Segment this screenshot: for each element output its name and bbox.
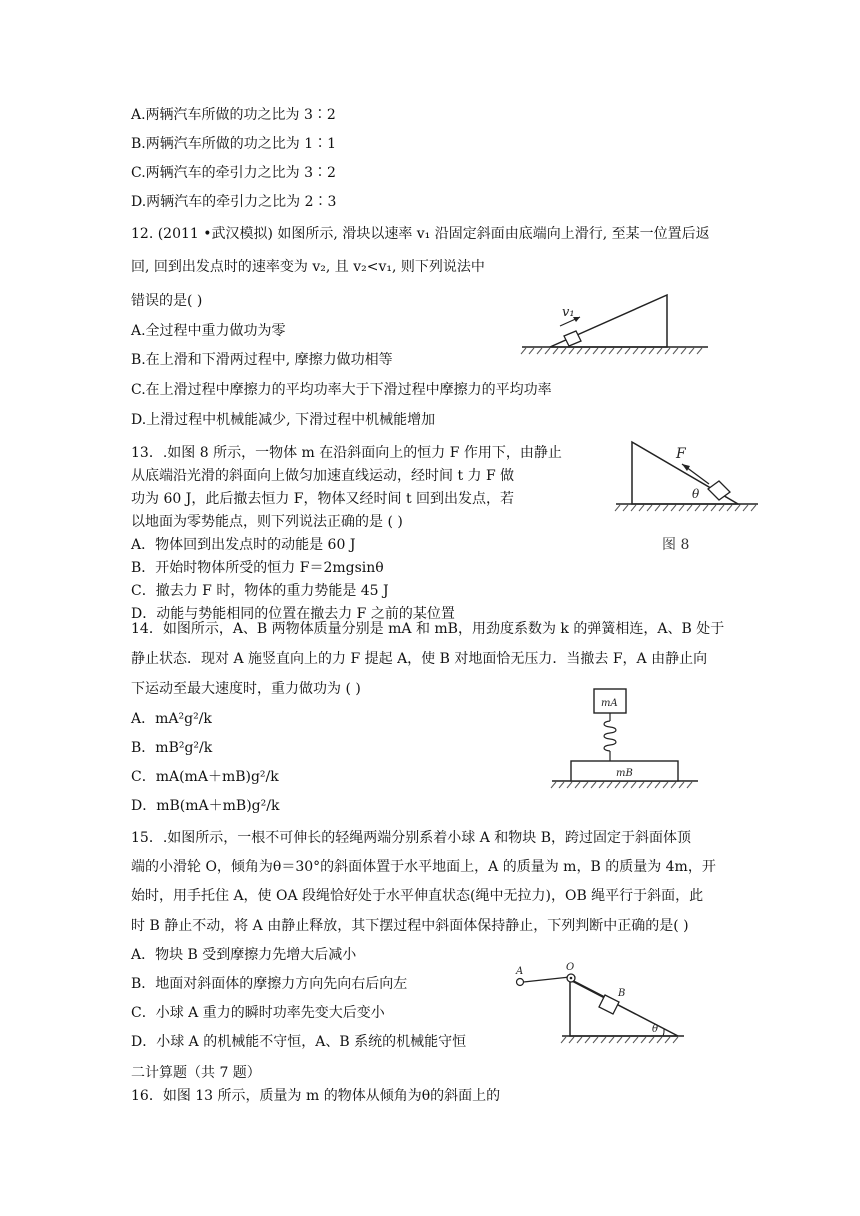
q14-mass-a-label: mA — [601, 698, 618, 709]
q12-option-c: C.在上滑过程中摩擦力的平均功率大于下滑过程中摩擦力的平均功率 — [131, 382, 552, 398]
q13-stem-line-4: 以地面为零势能点，则下列说法正确的是 ( ) — [131, 514, 403, 530]
q12-option-d: D.上滑过程中机械能减少, 下滑过程中机械能增加 — [131, 412, 436, 428]
q16-stem-line-1: 16．如图 13 所示，质量为 m 的物体从倾角为θ的斜面上的 — [131, 1088, 501, 1104]
q11-option-a: A.两辆汽车所做的功之比为 3∶2 — [131, 107, 336, 123]
q15-option-d: D．小球 A 的机械能不守恒，A、B 系统的机械能守恒 — [131, 1034, 467, 1050]
q15-option-a: A．物块 B 受到摩擦力先增大后减小 — [131, 947, 357, 963]
q14-stem-line-3: 下运动至最大速度时，重力做功为 ( ) — [131, 681, 361, 697]
q13-figure-caption: 图 8 — [662, 537, 690, 553]
q13-stem-line-2: 从底端沿光滑的斜面向上做匀加速直线运动，经时间 t 力 F 做 — [131, 468, 515, 484]
q15-stem-line-1: 15．.如图所示，一根不可伸长的轻绳两端分别系着小球 A 和物块 B，跨过固定于斜面体顶 — [131, 830, 692, 846]
q13-stem-line-3: 功为 60 J，此后撤去恒力 F，物体又经时间 t 回到出发点，若 — [131, 491, 515, 507]
q12-option-a: A.全过程中重力做功为零 — [131, 323, 286, 339]
q14-stem-line-2: 静止状态．现对 A 施竖直向上的力 F 提起 A，使 B 对地面恰无压力．当撤去 F，A 由静止向 — [131, 651, 708, 667]
q12-stem-line-2: 回, 回到出发点时的速率变为 v₂, 且 v₂<v₁, 则下列说法中 — [131, 259, 485, 275]
q12-incline-figure — [520, 288, 710, 358]
q14-option-b: B．mB²g²/k — [131, 740, 213, 756]
q15-stem-line-2: 端的小滑轮 O，倾角为θ＝30°的斜面体置于水平地面上，A 的质量为 m，B 的质量为 4m，开 — [131, 859, 716, 875]
q15-pulley-o-label: O — [566, 962, 575, 973]
q13-force-label: F — [676, 446, 686, 462]
q12-option-b: B.在上滑和下滑两过程中, 摩擦力做功相等 — [131, 352, 393, 368]
q15-option-b: B．地面对斜面体的摩擦力方向先向右后向左 — [131, 976, 408, 992]
q15-block-b-label: B — [618, 988, 626, 999]
q13-incline-figure — [612, 436, 762, 516]
q13-angle-label: θ — [692, 487, 700, 501]
q12-stem-line-3: 错误的是( ) — [131, 293, 203, 309]
q14-mass-b-label: mB — [616, 768, 633, 779]
q15-angle-label: θ — [652, 1024, 659, 1035]
q15-stem-line-3: 始时，用手托住 A，使 OA 段绳恰好处于水平伸直状态(绳中无拉力)，OB 绳平行于斜面，此 — [131, 888, 704, 904]
q15-option-c: C．小球 A 重力的瞬时功率先变大后变小 — [131, 1005, 385, 1021]
q14-spring-figure — [550, 685, 700, 795]
q14-option-a: A．mA²g²/k — [131, 711, 212, 727]
q13-option-d: D．动能与势能相同的位置在撤去力 F 之前的某位置 — [131, 606, 455, 622]
q13-stem-line-1: 13．.如图 8 所示，一物体 m 在沿斜面向上的恒力 F 作用下，由静止 — [131, 445, 562, 461]
q15-stem-line-4: 时 B 静止不动，将 A 由静止释放，其下摆过程中斜面体保持静止，下列判断中正确的是( ) — [131, 918, 689, 934]
q13-option-c: C．撤去力 F 时，物体的重力势能是 45 J — [131, 583, 389, 599]
q14-option-d: D．mB(mA＋mB)g²/k — [131, 798, 280, 814]
q13-option-b: B．开始时物体所受的恒力 F＝2mgsinθ — [131, 560, 384, 576]
q11-option-c: C.两辆汽车的牵引力之比为 3∶2 — [131, 165, 336, 181]
q15-pulley-figure — [508, 962, 688, 1047]
q14-stem-line-1: 14．如图所示，A、B 两物体质量分别是 mA 和 mB，用劲度系数为 k 的弹簧相连，A、B 处于 — [131, 621, 725, 637]
q11-option-b: B.两辆汽车所做的功之比为 1∶1 — [131, 136, 337, 152]
section-2-heading: 二计算题（共 7 题） — [131, 1065, 261, 1081]
q11-option-d: D.两辆汽车的牵引力之比为 2∶3 — [131, 194, 337, 210]
q15-ball-a-label: A — [516, 966, 524, 977]
q12-stem-line-1: 12. (2011 •武汉模拟) 如图所示, 滑块以速率 v₁ 沿固定斜面由底端向上滑行, 至某一位置后返 — [131, 226, 710, 242]
q14-option-c: C．mA(mA＋mB)g²/k — [131, 769, 279, 785]
q12-velocity-label: v₁ — [562, 305, 575, 320]
q13-option-a: A．物体回到出发点时的动能是 60 J — [131, 537, 356, 553]
